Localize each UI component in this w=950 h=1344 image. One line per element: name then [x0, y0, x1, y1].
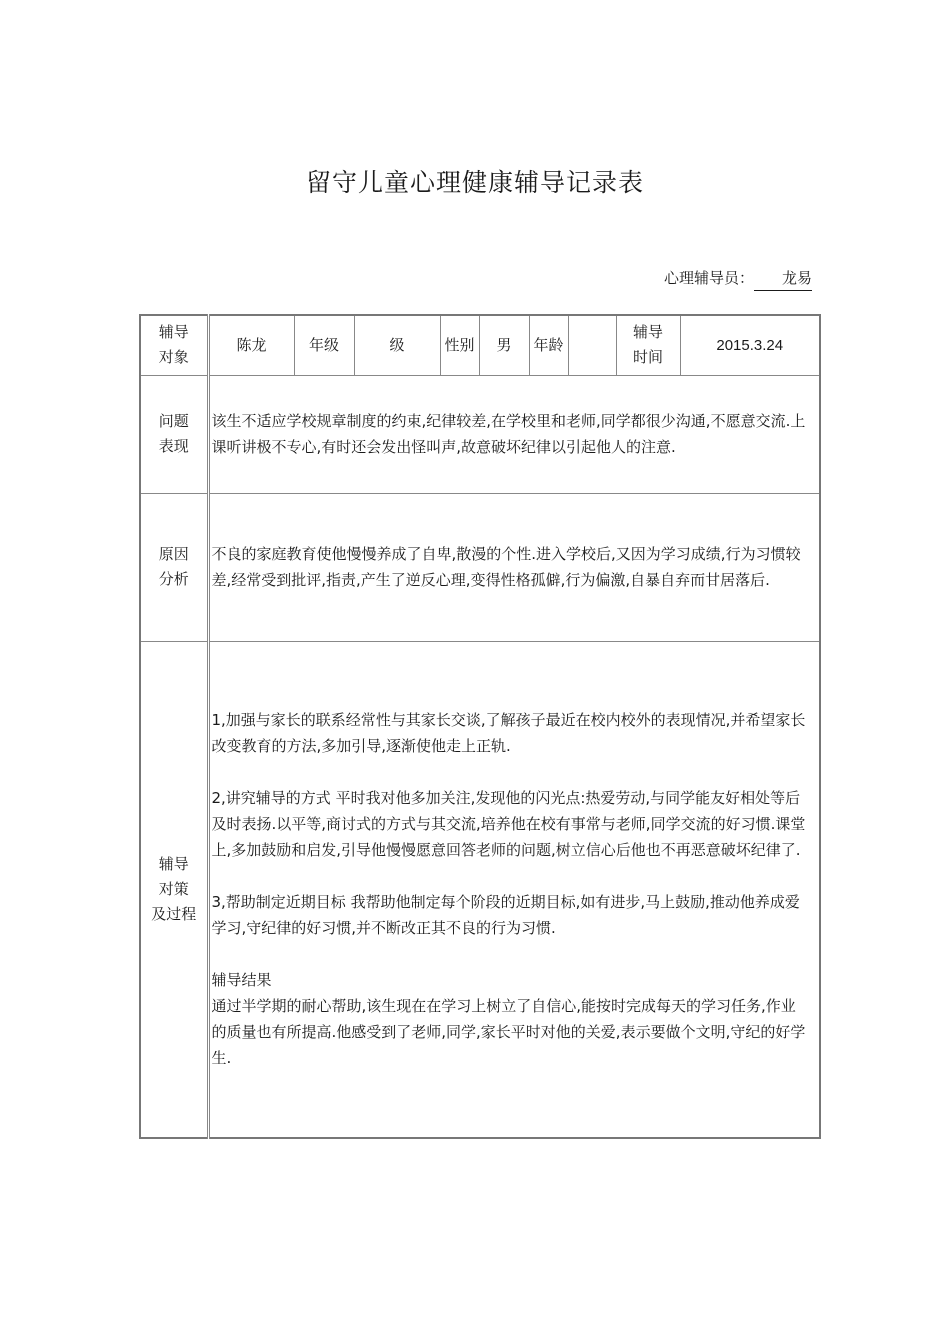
problem-label: 问题 表现	[140, 375, 208, 493]
gender-label: 性别	[440, 315, 479, 375]
subject-name: 陈龙	[208, 315, 294, 375]
strategy-label: 辅导 对策 及过程	[140, 641, 208, 1138]
time-label: 辅导 时间	[616, 315, 680, 375]
time-value: 2015.3.24	[680, 315, 820, 375]
grade-label: 年级	[294, 315, 354, 375]
subject-label: 辅导 对象	[140, 315, 208, 375]
problem-row	[140, 375, 820, 493]
strategy-item-2: 2,讲究辅导的方式 平时我对他多加关注,发现他的闪光点:热爱劳动,与同学能友好相处等后及时表扬.以平等,商讨式的方式与其交流,培养他在校有事常与老师,同学交流的好习惯.课堂上,多加鼓励和启发,引导他慢慢愿意回答老师的问题,树立信心后他也不再恶意破坏纪律了.	[211, 789, 806, 860]
result-heading: 辅导结果	[211, 971, 272, 990]
counselor-name: 龙易	[754, 266, 812, 291]
record-table	[139, 314, 821, 1139]
strategy-row	[140, 641, 820, 1138]
counselor-label: 心理辅导员：	[663, 269, 754, 287]
header-row	[140, 315, 820, 375]
age-value	[568, 315, 616, 375]
age-label: 年龄	[529, 315, 568, 375]
cause-text: 不良的家庭教育使他慢慢养成了自卑,散漫的个性.进入学校后,又因为学习成绩,行为习惯较差,经常受到批评,指责,产生了逆反心理,变得性格孤僻,行为偏激,自暴自弃而甘居落后.	[208, 493, 820, 641]
strategy-item-3: 3,帮助制定近期目标 我帮助他制定每个阶段的近期目标,如有进步,马上鼓励,推动他养成爱学习,守纪律的好习惯,并不断改正其不良的行为习惯.	[211, 893, 800, 938]
cause-row	[140, 493, 820, 641]
strategy-item-1: 1,加强与家长的联系经常性与其家长交谈,了解孩子最近在校内校外的表现情况,并希望家长改变教育的方法,多加引导,逐渐使他走上正轨.	[211, 711, 806, 756]
counselor-line	[664, 266, 812, 291]
cause-label: 原因 分析	[140, 493, 208, 641]
gender-value: 男	[479, 315, 529, 375]
strategy-content	[208, 641, 820, 1138]
grade-value: 级	[354, 315, 440, 375]
result-text: 通过半学期的耐心帮助,该生现在在学习上树立了自信心,能按时完成每天的学习任务,作业的质量也有所提高.他感受到了老师,同学,家长平时对他的关爱,表示要做个文明,守纪的好学生.	[211, 997, 806, 1068]
page-title: 留守儿童心理健康辅导记录表	[305, 168, 644, 197]
problem-text: 该生不适应学校规章制度的约束,纪律较差,在学校里和老师,同学都很少沟通,不愿意交流.上课听讲极不专心,有时还会发出怪叫声,故意破坏纪律以引起他人的注意.	[208, 375, 820, 493]
